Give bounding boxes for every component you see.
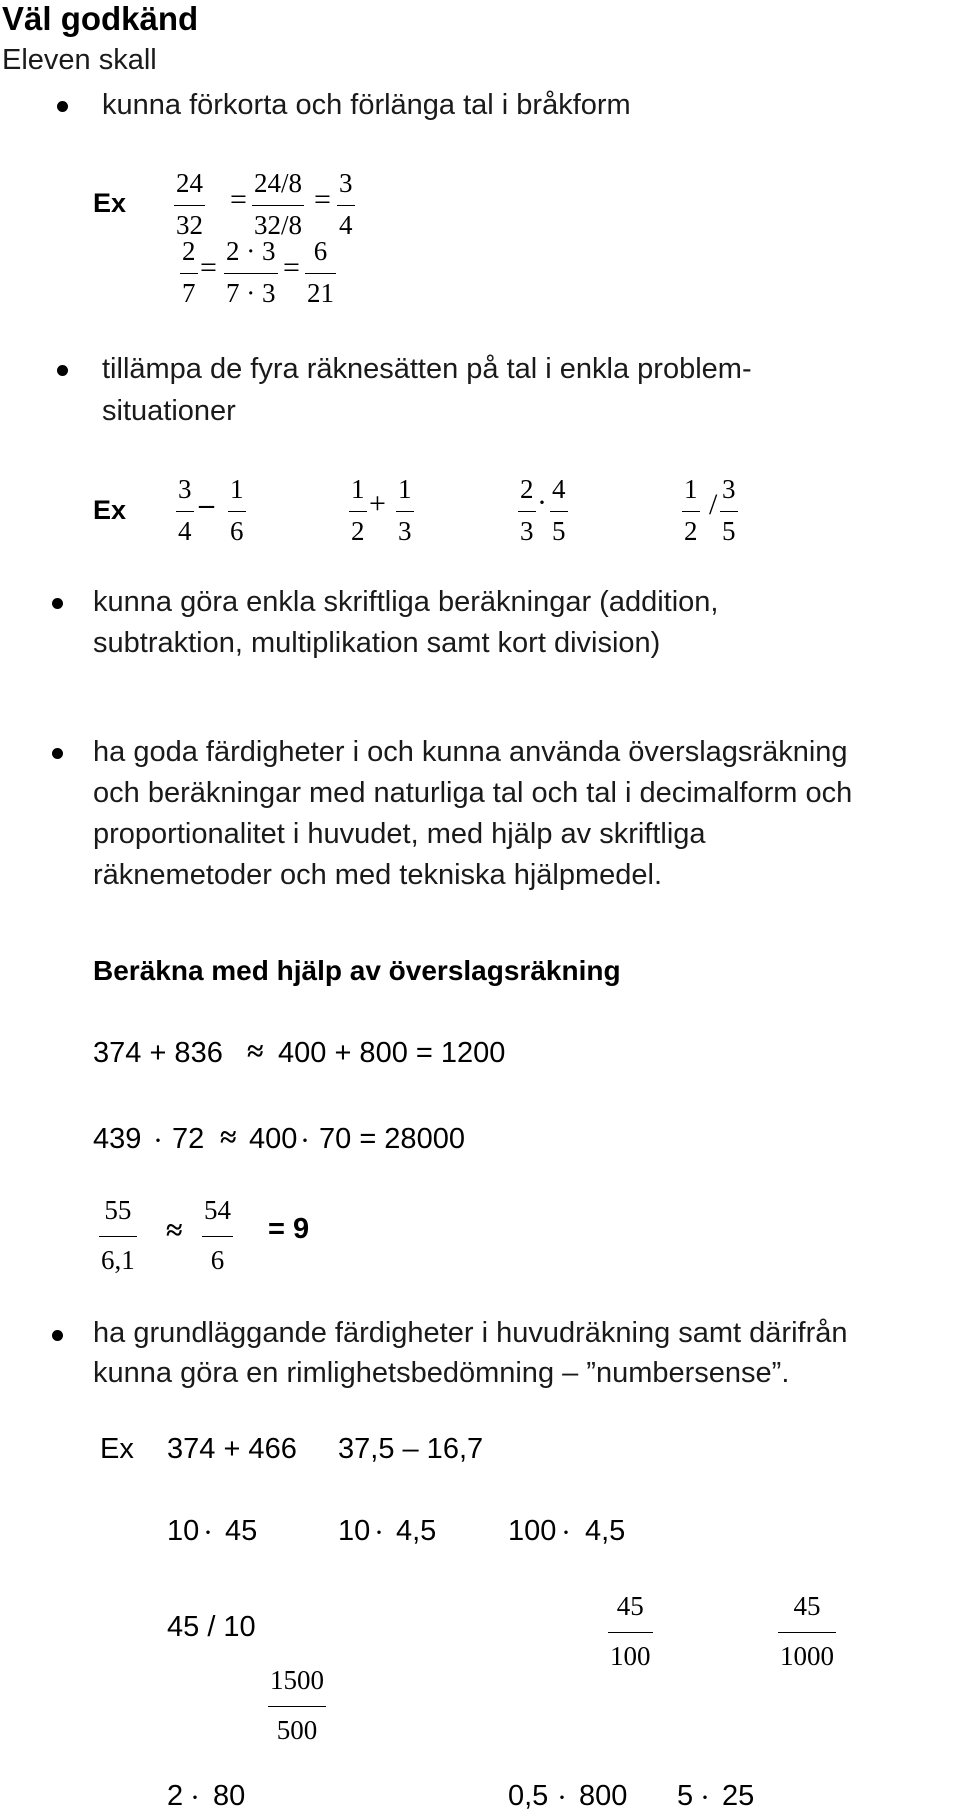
bullet-dot — [57, 365, 68, 376]
plus-sign: + — [369, 487, 386, 520]
fraction: 2 · 3 7 · 3 — [226, 236, 276, 308]
fraction: 24 32 — [176, 168, 203, 240]
multiply-dot: · — [153, 1124, 163, 1157]
bullet-3-text-cont: subtraktion, multiplikation samt kort division) — [93, 627, 661, 659]
fraction: 3 5 — [722, 474, 736, 546]
fraction: 45 1000 — [780, 1591, 834, 1671]
approx-sign: ≈ — [247, 1035, 264, 1068]
example-item: 0,5 — [508, 1780, 549, 1812]
bullet-3-text: kunna göra enkla skriftliga beräkningar (addition, — [93, 586, 719, 618]
multiply-dot: · — [561, 1516, 571, 1549]
equals-sign: = — [230, 183, 247, 216]
example-item: 5 — [677, 1780, 694, 1812]
fraction: 24/8 32/8 — [254, 168, 303, 240]
estimate-line-2-c: 400 — [249, 1123, 298, 1155]
bullet-2-text-cont: situationer — [102, 395, 236, 427]
estimate-line-2-d: 70 = 28000 — [319, 1123, 465, 1155]
example-item: 2 — [167, 1780, 184, 1812]
example-label: Ex — [100, 1433, 134, 1465]
example-item: 10 — [167, 1515, 200, 1547]
example-item: 374 + 466 — [167, 1433, 297, 1465]
fraction: 4 5 — [552, 474, 566, 546]
fraction: 45 100 — [610, 1591, 651, 1671]
example-item: 10 — [338, 1515, 371, 1547]
example-label: Ex — [93, 495, 127, 525]
multiply-dot: · — [557, 1781, 567, 1814]
bullet-4-text: ha goda färdigheter i och kunna använda överslagsräkning — [93, 736, 848, 768]
example-item: 100 — [508, 1515, 557, 1547]
example-item: 37,5 – 16,7 — [338, 1433, 484, 1465]
fraction: 1500 500 — [270, 1665, 324, 1745]
fraction: 3 4 — [178, 474, 192, 546]
bullet-dot — [52, 598, 63, 609]
example-item: 45 / 10 — [167, 1611, 256, 1643]
bullet-2-text: tillämpa de fyra räknesätten på tal i enkla problem- — [102, 353, 752, 385]
equals-sign: = — [200, 251, 217, 284]
approx-sign: ≈ — [166, 1214, 183, 1247]
subtitle: Eleven skall — [2, 44, 157, 76]
fraction: 1 2 — [684, 474, 698, 546]
fraction: 1 3 — [398, 474, 412, 546]
page-title: Väl godkänd — [2, 0, 199, 37]
multiply-dot: · — [190, 1781, 200, 1814]
bullet-dot — [57, 101, 68, 112]
example-item: 4,5 — [396, 1515, 437, 1547]
multiply-dot: · — [700, 1781, 710, 1814]
bullet-4-text-cont: proportionalitet i huvudet, med hjälp av skriftliga — [93, 818, 706, 850]
bullet-4-text-cont: räknemetoder och med tekniska hjälpmedel. — [93, 859, 663, 891]
example-item: 25 — [722, 1780, 755, 1812]
estimate-line-1-left: 374 + 836 — [93, 1037, 223, 1069]
example-label: Ex — [93, 188, 127, 218]
example-item: 4,5 — [585, 1515, 626, 1547]
section-heading: Beräkna med hjälp av överslagsräkning — [93, 955, 621, 986]
multiply-dot: · — [374, 1516, 384, 1549]
bullet-4-text-cont: och beräkningar med naturliga tal och tal i decimalform och — [93, 777, 853, 809]
example-item: 80 — [213, 1780, 246, 1812]
bullet-5-text: ha grundläggande färdigheter i huvudräkning samt därifrån — [93, 1317, 848, 1349]
minus-sign: – — [199, 488, 214, 521]
fraction: 2 7 — [182, 236, 196, 308]
fraction: 1 2 — [351, 474, 365, 546]
example-item: 45 — [225, 1515, 258, 1547]
fraction: 6 21 — [307, 236, 334, 308]
multiply-dot: · — [537, 486, 547, 519]
fraction: 2 3 — [520, 474, 534, 546]
estimate-line-2-a: 439 — [93, 1123, 142, 1155]
equals-sign: = — [314, 183, 331, 216]
multiply-dot: · — [300, 1124, 310, 1157]
fraction: 55 6,1 — [101, 1195, 135, 1275]
approx-sign: ≈ — [220, 1121, 237, 1154]
bullet-5-text-cont: kunna göra en rimlighetsbedömning – ”numbersense”. — [93, 1357, 790, 1389]
fraction: 1 6 — [230, 474, 244, 546]
equals-sign: = — [283, 251, 300, 284]
estimate-line-2-b: 72 — [172, 1123, 205, 1155]
estimate-result: = 9 — [268, 1213, 310, 1245]
fraction: 54 6 — [204, 1195, 231, 1275]
bullet-dot — [52, 1330, 63, 1341]
bullet-dot — [52, 748, 63, 759]
bullet-1-text: kunna förkorta och förlänga tal i bråkform — [102, 89, 631, 121]
multiply-dot: · — [203, 1516, 213, 1549]
fraction: 3 4 — [339, 168, 353, 240]
division-slash: / — [709, 488, 718, 521]
estimate-line-1-right: 400 + 800 = 1200 — [278, 1037, 506, 1069]
example-item: 800 — [579, 1780, 628, 1812]
